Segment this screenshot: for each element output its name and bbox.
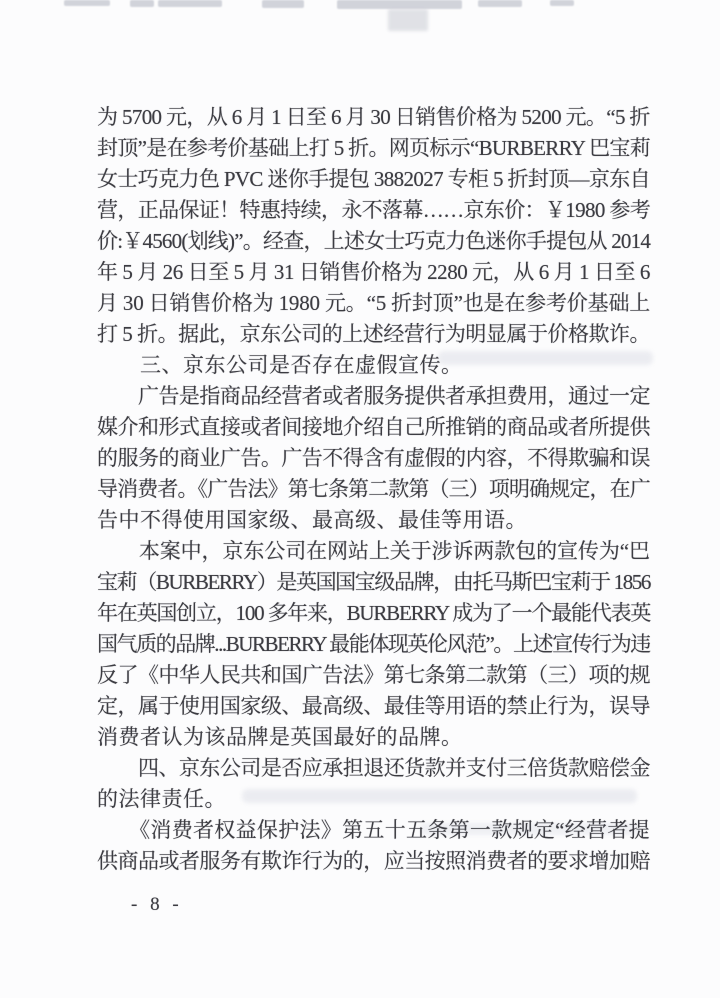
scan-edge-mark <box>64 0 110 6</box>
text-line: 消费者认为该品牌是英国最好的品牌。 <box>97 725 463 749</box>
page-number: - 8 - <box>131 894 183 915</box>
text-line: 的服务的商业广告。广告不得含有虚假的内容，不得欺骗和误 <box>97 446 650 470</box>
text-line: 广告是指商品经营者或者服务提供者承担费用，通过一定 <box>97 384 650 408</box>
text-line: 导消费者。《广告法》第七条第二款第（三）项明确规定，在广 <box>97 477 650 501</box>
text-line: 本案中，京东公司在网站上关于涉诉两款包的宣传为“巴 <box>97 539 650 563</box>
text-line: 价:￥4560(划线)”。经查，上述女士巧克力色迷你手提包从 2014 <box>97 229 651 253</box>
scan-edge-mark <box>158 0 222 7</box>
text-line: 宝莉（BURBERRY）是英国国宝级品牌，由托马斯巴宝莉于 1856 <box>97 570 651 594</box>
scan-edge-mark <box>337 0 462 9</box>
text-block <box>97 102 650 877</box>
text-line: 打 5 折。据此，京东公司的上述经营行为明显属于价格欺诈。 <box>97 322 651 346</box>
text-line: 封顶”是在参考价基础上打 5 折。网页标示“BURBERRY 巴宝莉 <box>97 136 651 160</box>
text-line: 供商品或者服务有欺诈行为的，应当按照消费者的要求增加赔 <box>97 849 650 873</box>
text-line: 反了《中华人民共和国广告法》第七条第二款第（三）项的规 <box>97 663 650 687</box>
scan-edge-mark <box>388 9 428 31</box>
text-line: 的法律责任。 <box>97 787 226 811</box>
scan-edge-mark <box>478 0 522 7</box>
text-line: 国气质的品牌...BURBERRY 最能体现英伦风范”。上述宣传行为违 <box>97 632 650 656</box>
text-line: 三、京东公司是否存在虚假宣传。 <box>97 353 463 377</box>
text-line: 营，正品保证！特惠持续，永不落幕……京东价：￥1980 参考 <box>97 198 651 222</box>
scan-edge-mark <box>262 0 304 8</box>
text-line: 定，属于使用国家级、最高级、最佳等用语的禁止行为，误导 <box>97 694 650 718</box>
text-line: 年 5 月 26 日至 5 月 31 日销售价格为 2280 元，从 6 月 1 日至 6 <box>97 260 650 284</box>
text-line: 女士巧克力色 PVC 迷你手提包 3882027 专柜 5 折封顶—京东自 <box>97 167 651 191</box>
text-line: 月 30 日销售价格为 1980 元。“5 折封顶”也是在参考价基础上 <box>97 291 651 315</box>
text-line: 《消费者权益保护法》第五十五条第一款规定“经营者提 <box>97 818 650 842</box>
text-line: 四、京东公司是否应承担退还货款并支付三倍货款赔偿金 <box>97 756 650 780</box>
scan-edge-mark <box>130 0 154 7</box>
scan-edge-mark <box>550 0 574 6</box>
text-line: 告中不得使用国家级、最高级、最佳等用语。 <box>97 508 527 532</box>
text-line: 年在英国创立，100 多年来，BURBERRY 成为了一个最能代表英 <box>97 601 651 625</box>
text-line: 媒介和形式直接或者间接地介绍自己所推销的商品或者所提供 <box>97 415 650 439</box>
text-line: 为 5700 元，从 6 月 1 日至 6 月 30 日销售价格为 5200 元。“5 折 <box>97 105 650 129</box>
